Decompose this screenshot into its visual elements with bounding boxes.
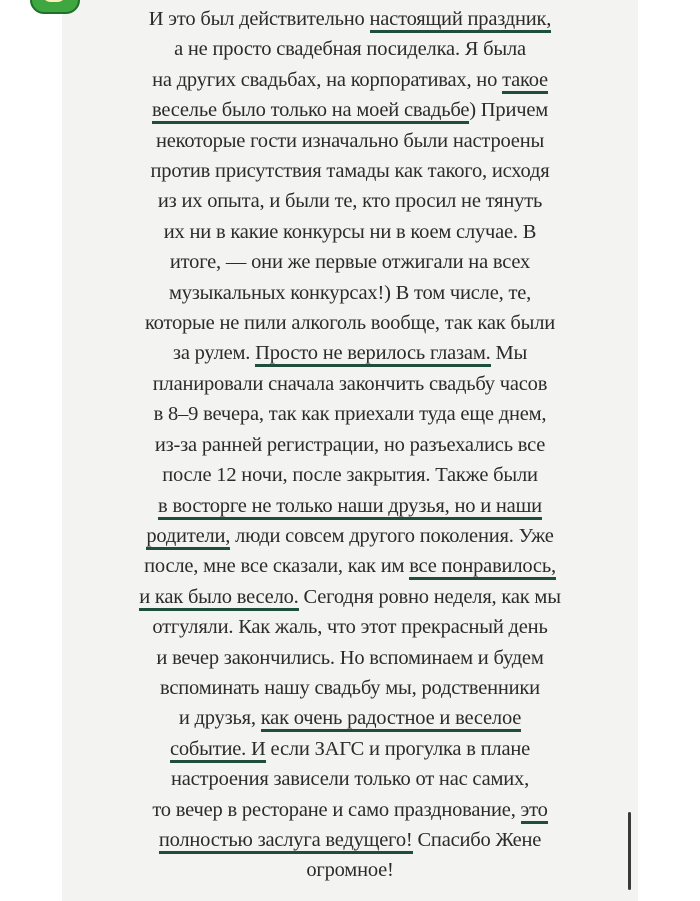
text-line — [62, 95, 638, 125]
text-line — [62, 825, 638, 855]
text-line — [62, 521, 638, 551]
text-segment: после, мне все сказали, как им — [144, 555, 410, 578]
text-segment: и вечер закончились. Но вспоминаем и будем — [156, 646, 544, 669]
text-line — [62, 643, 638, 673]
text-line — [62, 126, 638, 156]
text-line — [62, 460, 638, 490]
text-segment: Спасибо Жене — [412, 828, 542, 851]
text-segment: люди совсем другого поколения. Уже — [230, 524, 554, 547]
text-segment: в 8–9 вечера, так как приехали туда еще днем, — [153, 403, 547, 426]
text-segment: если ЗАГС и прогулка в плане — [265, 737, 531, 760]
text-segment: на других свадьбах, на корпоративах, но — [152, 68, 503, 91]
underlined-phrase: такое — [502, 69, 548, 94]
text-line — [62, 673, 638, 703]
text-line — [62, 4, 638, 34]
underlined-phrase: как очень радостное и веселое — [261, 707, 521, 732]
underlined-phrase: Просто не верилось глазам. — [255, 342, 490, 367]
text-line — [62, 186, 638, 216]
text-segment: ) Причем — [469, 99, 549, 122]
text-line — [62, 612, 638, 642]
text-line — [62, 703, 638, 733]
text-line — [62, 308, 638, 338]
scroll-indicator[interactable] — [628, 812, 631, 890]
text-line — [62, 156, 638, 186]
text-segment: против присутствия тамады как такого, исходя — [150, 160, 550, 183]
underlined-phrase: событие. И — [170, 738, 266, 763]
underlined-phrase: полностью заслуга ведущего! — [159, 829, 413, 854]
text-line — [62, 399, 638, 429]
text-segment: после 12 ночи, после закрытия. Также были — [162, 464, 538, 487]
text-segment: их ни в какие конкурсы ни в коем случае. В — [163, 220, 537, 243]
text-segment: и друзья, — [178, 707, 261, 730]
text-line — [62, 338, 638, 368]
underlined-phrase: настоящий праздник, — [370, 8, 552, 33]
text-line — [62, 551, 638, 581]
text-segment: за рулем. — [172, 342, 256, 365]
text-segment: настроения зависели только от нас самих, — [170, 768, 529, 791]
text-line — [62, 764, 638, 794]
text-segment: Мы — [490, 342, 528, 365]
text-segment: огромное! — [306, 859, 394, 882]
text-segment: планировали сначала закончить свадьбу часов — [152, 372, 548, 395]
text-segment: некоторые гости изначально были настроены — [155, 129, 545, 152]
underlined-phrase: все понравилось, — [409, 555, 556, 580]
text-segment: которые не пили алкоголь вообще, так как были — [144, 312, 556, 335]
text-segment: из их опыта, и были те, кто просил не тянуть — [157, 190, 543, 213]
underlined-phrase: родители, — [146, 525, 230, 550]
underlined-phrase: и как было весело. — [139, 586, 298, 611]
text-line — [62, 278, 638, 308]
text-line — [62, 247, 638, 277]
text-line — [62, 65, 638, 95]
text-segment: а не просто свадебная посиделка. Я была — [174, 38, 526, 61]
text-segment: отгуляли. Как жаль, что этот прекрасный день — [152, 616, 548, 639]
text-line — [62, 491, 638, 521]
text-line — [62, 582, 638, 612]
text-segment: И это был действительно — [148, 8, 370, 30]
text-line — [62, 795, 638, 825]
underlined-phrase: это — [521, 799, 548, 824]
text-segment: музыкальных конкурсах!) В том числе, те, — [168, 281, 532, 304]
underlined-phrase: в восторге не только наши друзья, но и наши — [158, 495, 542, 520]
text-line — [62, 855, 638, 885]
text-segment: из-за ранней регистрации, но разъехались все — [154, 433, 546, 456]
text-line — [62, 34, 638, 64]
text-line — [62, 217, 638, 247]
text-line — [62, 369, 638, 399]
text-line — [62, 430, 638, 460]
text-segment: Сегодня ровно неделя, как мы — [298, 585, 561, 608]
text-segment: итоге, — они же первые отжигали на всех — [169, 251, 531, 274]
text-segment: то вечер в ресторане и само празднование, — [152, 798, 521, 821]
review-text — [62, 4, 638, 886]
text-segment: вспоминать нашу свадьбу мы, родственники — [160, 676, 540, 699]
underlined-phrase: веселье было только на моей свадьбе — [152, 99, 469, 124]
text-line — [62, 734, 638, 764]
